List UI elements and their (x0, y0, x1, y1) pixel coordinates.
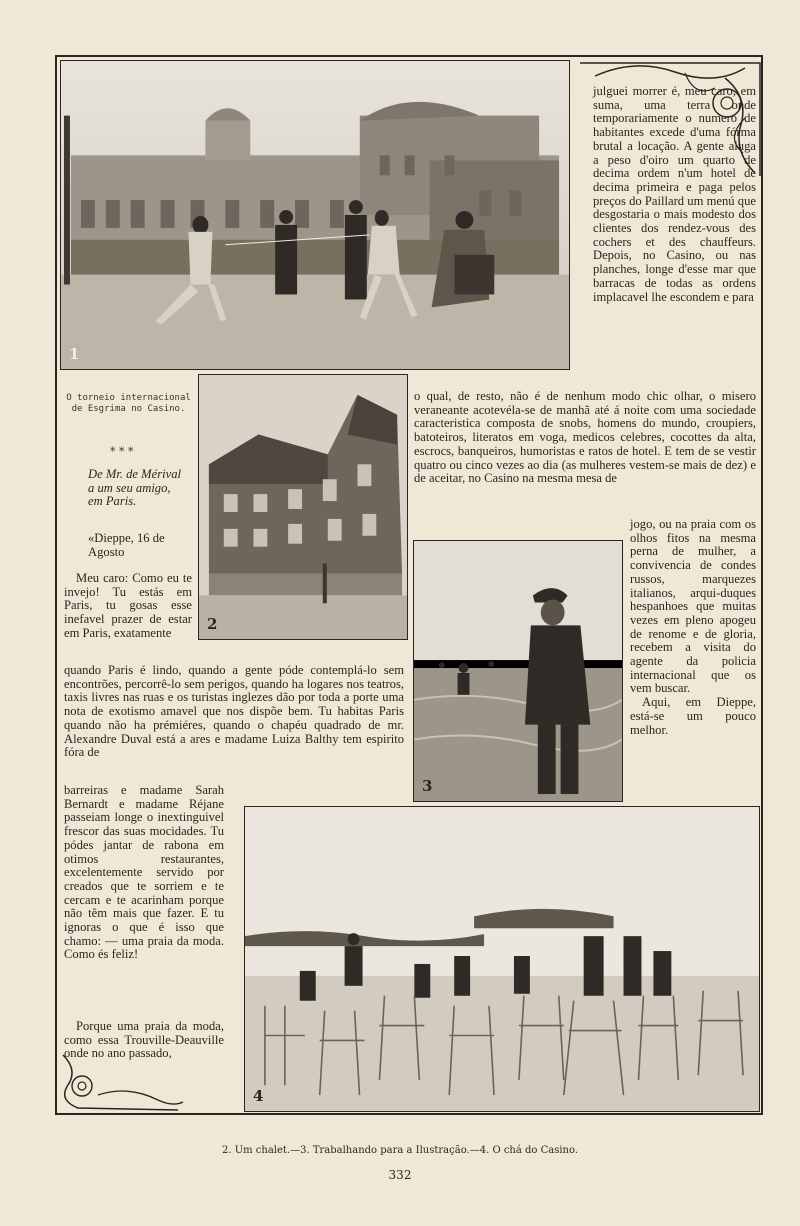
photo-number-1: 1 (69, 345, 80, 363)
dateline: «Dieppe, 16 de Agosto (88, 531, 165, 559)
text-wide-block: quando Paris é lindo, quando a gente póde contemplá-lo sem encontrões, percorrê-lo sem perigos, quando ha logares nos teatros, taxis livres nas ruas e os turistas inglezes dão por toda a porte uma nota de exotismo amavel que nos dispõe bem. Tu habitas Paris quando não ha prémiéres, quando o chapéu quadrado de mr. Alexandre Duval está a ares e madame Luiza Balthy tem espirito fóra de (64, 663, 404, 760)
corner-ornament-bottom-left (58, 1050, 188, 1114)
photo-number-3: 3 (422, 777, 433, 795)
text-column-left-a: Meu caro: Como eu te invejo! Tu estás em Paris, tu gosas esse inefavel prazer de estar em Paris, exatamente (64, 571, 192, 640)
section-stars: * * * (110, 445, 134, 458)
photo-reporter-beach (413, 540, 623, 802)
photo-chalet (198, 374, 408, 640)
photo-fencing-casino (60, 60, 570, 370)
photo-number-4: 4 (253, 1087, 264, 1105)
page-number: 332 (388, 1168, 412, 1182)
letter-heading: De Mr. de Mérival a um seu amigo, em Paris. (88, 467, 182, 509)
caption-fencing: O torneio internacional de Esgrima no Casino. (66, 393, 191, 414)
text-column-right-bottom: jogo, ou na praia com os olhos fitos na mesma perna de mulher, a convivencia de condes russos, marquezes italianos, arqui-duques hespanhoes que muitas vezes em pleno apogeu de renome e de gloria, recebem a visita do agente da policia internacional que os vem buscar. Aqui, em Dieppe, está-se um pouco melhor. (630, 517, 756, 737)
photo-number-2: 2 (207, 615, 218, 633)
text-column-left-c: Porque uma praia da moda, como essa Trouville-Deauville onde no ano passado, (64, 1019, 224, 1061)
text-column-mid: o qual, de resto, não é de nenhum modo chic olhar, o misero veraneante acotevéla-se de manhã até á noite com uma sociedade caracteristica composta de snobs, homens do mundo, croupiers, batoteiros, literatos em voga, medicos celebres, cocottes da alta, escrocs, banqueiros, humoristas e ratos de hotel. E tem de se vestir quatro ou cinco vezes ao dia (as mulheres vestem-se mais de dez) e de aceitar, no Casino na mesma mesa de (414, 389, 756, 486)
photo-casino-tea (244, 806, 760, 1112)
figure-captions: 2. Um chalet.—3. Trabalhando para a Ilustração.—4. O chá do Casino. (221, 1145, 579, 1156)
text-column-left-b: barreiras e madame Sarah Bernardt e madame Réjane passeiam longe o inextinguivel frescor das suas mocidades. Tu pódes jantar de rabona em otimos restaurantes, excelentemente servido por creados que te sorriem e te cercam e te acarinham porque não têm mais que fazer. E tu ignoras o que é isso que chamo: — uma praia da moda. Como és feliz! (64, 783, 224, 962)
text-column-right-top: julguei morrer é, meu caro, em suma, uma terra onde temporariamente o numero de habitantes excede d'uma fórma brutal a locação. A gente aluga a peso d'oiro um quarto de decima ordem n'um hotel de decima primeira e paga pelos preços do Paillard um menú que desgostaria o mais modesto dos clientes dos rendez-vous des cochers et des chauffeurs. Depois, no Casino, ou nas planches, longe d'esse mar que barracas de todas as ordens implacavel lhe escondem e para (593, 84, 756, 304)
